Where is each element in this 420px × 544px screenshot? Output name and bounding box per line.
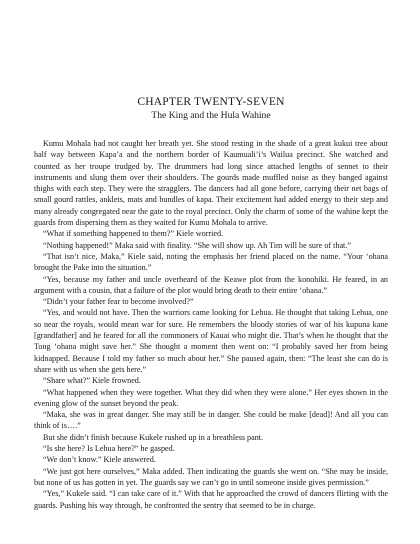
paragraph: “What happened when they were together. What they did when they were alone.” Her eyes shown in the evening glow of the sunset beyond the peak. <box>34 387 388 408</box>
paragraph: “We just got here ourselves,” Maka added. Then indicating the guards she went on. “She may be inside, but none of us has gotten in yet. The guards say we can’t go in until someone inside gives permission.” <box>34 466 388 487</box>
paragraph: Kumu Mohala had not caught her breath yet. She stood resting in the shade of a great kukui tree about half way between Kapa’a and the northern border of Kaumuali’i’s Wailua precinct. She watched and counted as her troupe trudged by. The drummers had long since attached lengths of sennet to their instruments and slung them over their shoulders. The gourds made muffled noise as they banged against thighs with each step. They were the stragglers. The dancers had all gone before, carrying their net bags of small gourd rattles, anklets, mats and bundles of kapa. Their excitement had added energy to their step and many already congregated near the gate to the royal precinct. Only the charm of some of the wahine kept the guards from dispersing them as they waited for Kumu Mohala to arrive. <box>34 139 388 228</box>
paragraph: “Yes,” Kukele said. “I can take care of it.” With that he approached the crowd of dancers flirting with the guards. Pushing his way through, he confronted the sentry that seemed to be in charge. <box>34 489 388 510</box>
paragraph: “We don’t know.” Kiele answered. <box>43 455 156 465</box>
paragraph: “Yes, because my father and uncle overheard of the Keawe plot from the konohiki. He feared, in an argument with a cousin, that a failure of the plot would bring death to their entire ‘ohana.” <box>34 274 388 295</box>
paragraph: “Maka, she was in great danger. She may still be in danger. She could be make [dead]! And all you can think of is….” <box>34 410 388 431</box>
paragraph: “What if something happened to them?” Kiele worried. <box>43 229 224 239</box>
paragraph: “That isn’t nice, Maka,” Kiele said, noting the emphasis her friend placed on the name. “Your ‘ohana brought the Pake into the situation.” <box>34 251 388 273</box>
paragraph: “Nothing happened!” Maka said with finality. “She will show up. Ah Tim will be sure of that.” <box>43 240 351 250</box>
book-page <box>34 96 388 511</box>
paragraph: “Didn’t your father fear to become involved?” <box>43 297 194 307</box>
chapter-body <box>34 138 388 511</box>
paragraph: “Is she here? Is Lehua here?” he gasped. <box>43 444 175 454</box>
paragraph: “Yes, and would not have. Then the warriors came looking for Lehua. He thought that taking Lehua, one so near the royals, would mean war for sure. He remembers the bloody stories of war of his kupuna kane [grandfather] and he feared for all the commoners of Kauai who might die. That’s when he thought that the Tong ‘ohana might save her.” She thought a moment then went on: “I probably saved her from being kidnapped. Because I told my father so much about her.” She paused again, then: “The least she can do is share with us when she gets here.” <box>34 308 388 374</box>
chapter-title: CHAPTER TWENTY-SEVEN <box>137 96 285 108</box>
chapter-subtitle: The King and the Hula Wahine <box>151 110 271 121</box>
paragraph: “Share what?” Kiele frowned. <box>43 376 141 386</box>
paragraph: But she didn’t finish because Kukele rushed up in a breathless pant. <box>43 432 264 442</box>
